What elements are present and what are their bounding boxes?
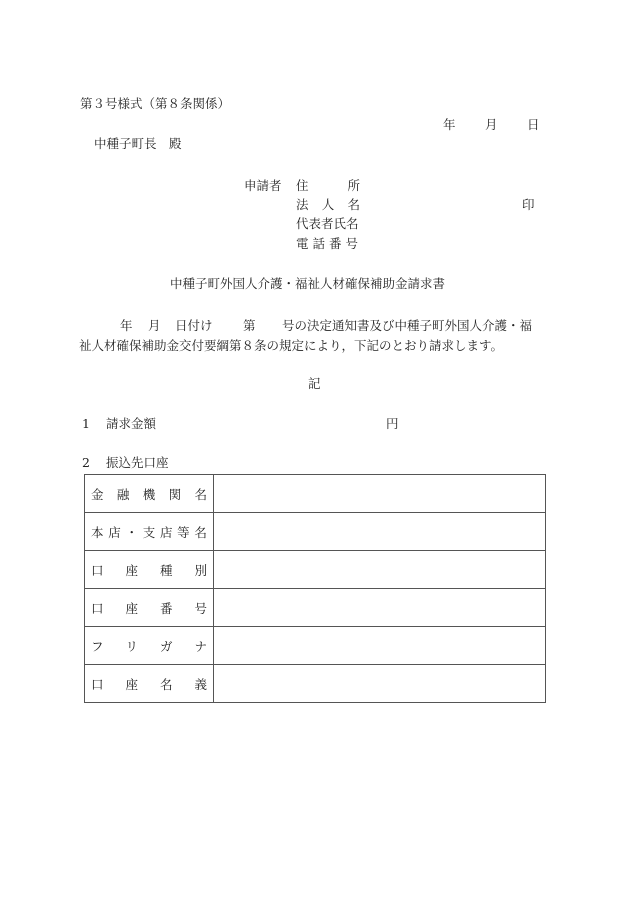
date-month: 月 <box>485 117 498 132</box>
account-number-field[interactable] <box>214 589 546 627</box>
label-char: 座 <box>125 600 138 616</box>
label-char: 店 <box>108 524 121 540</box>
body-line1-rest: 号の決定通知書及び中種子町外国人介護・福 <box>282 318 533 333</box>
item1-unit: 円 <box>386 416 399 431</box>
body-number-prefix: 第 <box>243 318 256 333</box>
account-type-field[interactable] <box>214 551 546 589</box>
table-row <box>85 475 546 513</box>
account-holder-field[interactable] <box>214 665 546 703</box>
label-char: ・ <box>125 524 138 540</box>
date-year: 年 <box>443 117 456 132</box>
furigana-field[interactable] <box>214 627 546 665</box>
label-char: 店 <box>159 524 173 540</box>
label-char: 融 <box>116 486 130 502</box>
label-char: 別 <box>194 562 207 578</box>
date-day: 日 <box>527 117 540 132</box>
ki-heading: 記 <box>308 376 321 391</box>
bank-name-field[interactable] <box>214 475 546 513</box>
table-row <box>85 513 546 551</box>
label-char: 番 <box>159 600 173 616</box>
body-date-suffix: 日付け <box>175 318 213 333</box>
item1-number: 1 <box>82 416 90 431</box>
item2-label: 振込先口座 <box>106 455 169 470</box>
body-year: 年 <box>120 318 133 333</box>
label-char: 本 <box>91 524 104 540</box>
table-row <box>85 665 546 703</box>
label-char: 種 <box>159 562 173 578</box>
item2-number: 2 <box>82 455 90 470</box>
label-char: 座 <box>125 562 138 578</box>
label-char: 名 <box>159 676 173 692</box>
form-number: 第３号様式（第８条関係） <box>80 96 231 111</box>
document-title: 中種子町外国人介護・福祉人材確保補助金請求書 <box>170 276 446 291</box>
label-char: 金 <box>91 486 104 502</box>
address-label-char: 所 <box>347 178 360 193</box>
label-char: ナ <box>194 638 207 654</box>
body-month: 月 <box>148 318 161 333</box>
account-holder-label <box>85 665 214 703</box>
bank-name-label <box>85 475 214 513</box>
label-char: リ <box>125 638 138 654</box>
label-char: 等 <box>177 524 190 540</box>
label-char: 関 <box>168 486 182 502</box>
phone-label-char: 号 <box>345 236 358 251</box>
branch-name-label <box>85 513 214 551</box>
label-char: 名 <box>194 486 207 502</box>
label-char: 口 <box>91 562 104 578</box>
furigana-label <box>85 627 214 665</box>
corp-label-char: 名 <box>347 197 360 212</box>
label-char: 口 <box>91 676 104 692</box>
label-char: 号 <box>194 600 207 616</box>
label-char: フ <box>91 638 104 654</box>
phone-label-char: 話 <box>312 236 325 251</box>
label-char: 座 <box>125 676 138 692</box>
addressee: 中種子町長 殿 <box>94 136 182 151</box>
seal-mark: 印 <box>522 197 535 212</box>
phone-label <box>296 236 358 252</box>
representative-name-label: 代表者氏名 <box>296 216 359 231</box>
phone-label-char: 番 <box>328 236 342 251</box>
label-char: 義 <box>194 676 207 692</box>
table-row <box>85 551 546 589</box>
corp-label-char: 人 <box>321 197 335 212</box>
applicant-label: 申請者 <box>244 178 282 193</box>
phone-label-char: 電 <box>296 236 309 251</box>
item1-label: 請求金額 <box>106 416 157 431</box>
branch-name-field[interactable] <box>214 513 546 551</box>
label-char: 名 <box>194 524 207 540</box>
corp-label-char: 法 <box>296 197 309 212</box>
corporation-name-label <box>296 197 360 213</box>
body-line2: 祉人材確保補助金交付要綱第８条の規定により，下記のとおり請求します。 <box>79 338 504 353</box>
table-row <box>85 627 546 665</box>
account-table <box>84 474 546 703</box>
address-label <box>296 178 360 194</box>
address-label-char: 住 <box>296 178 309 193</box>
label-char: ガ <box>159 638 173 654</box>
label-char: 支 <box>142 524 156 540</box>
account-number-label <box>85 589 214 627</box>
label-char: 機 <box>142 486 156 502</box>
account-type-label <box>85 551 214 589</box>
table-row <box>85 589 546 627</box>
label-char: 口 <box>91 600 104 616</box>
